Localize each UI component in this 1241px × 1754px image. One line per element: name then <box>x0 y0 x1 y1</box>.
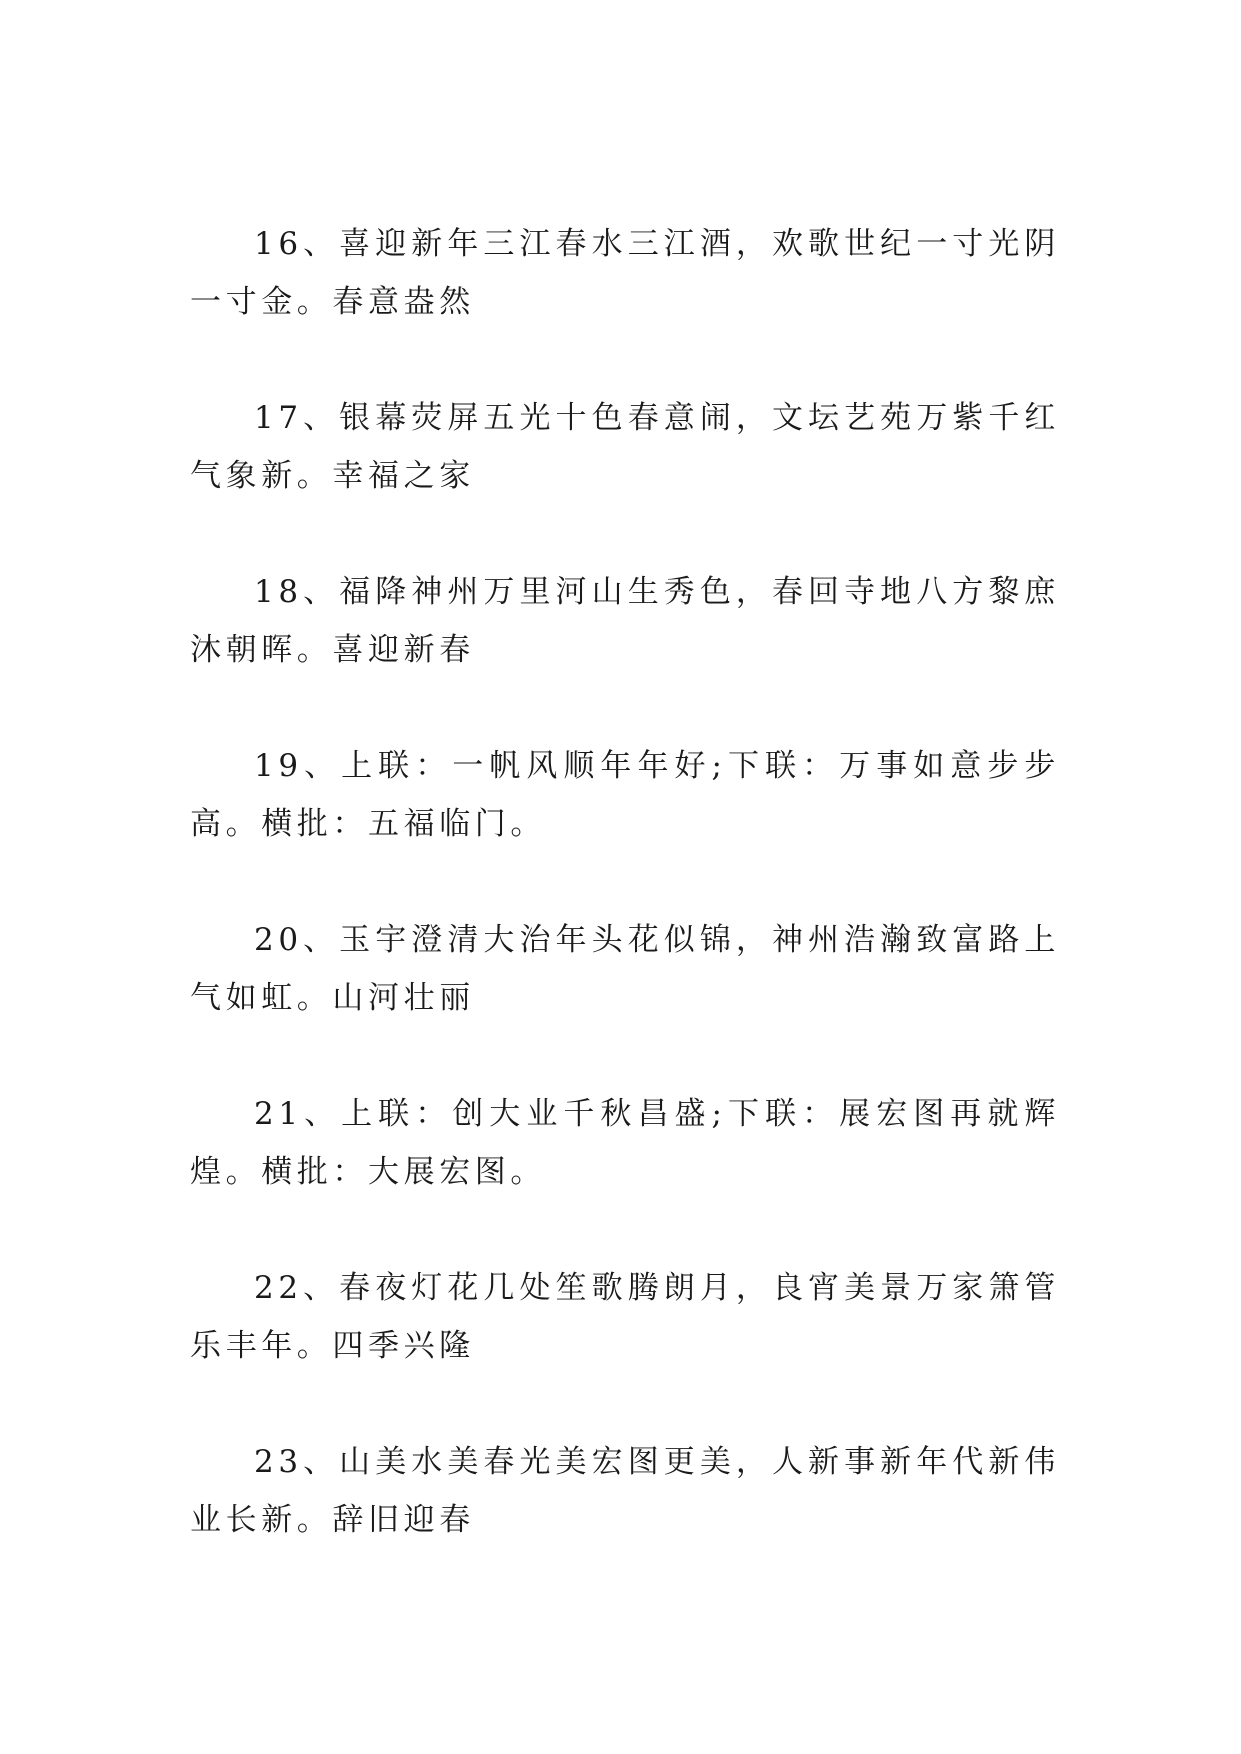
couplet-paragraph-21: 21、上联：创大业千秋昌盛;下联：展宏图再就辉煌。横批：大展宏图。 <box>190 1096 1060 1190</box>
couplet-paragraph-20: 20、玉宇澄清大治年头花似锦，神州浩瀚致富路上气如虹。山河壮丽 <box>190 922 1060 1016</box>
couplet-paragraph-16: 16、喜迎新年三江春水三江酒，欢歌世纪一寸光阴一寸金。春意盎然 <box>190 226 1060 320</box>
couplet-paragraph-19: 19、上联：一帆风顺年年好;下联：万事如意步步高。横批：五福临门。 <box>190 748 1060 842</box>
couplet-paragraph-17: 17、银幕荧屏五光十色春意闹，文坛艺苑万紫千红气象新。幸福之家 <box>190 400 1060 494</box>
couplet-paragraph-18: 18、福降神州万里河山生秀色，春回寺地八方黎庶沐朝晖。喜迎新春 <box>190 574 1060 668</box>
couplet-paragraph-22: 22、春夜灯花几处笙歌腾朗月，良宵美景万家箫管乐丰年。四季兴隆 <box>190 1270 1060 1364</box>
couplet-paragraph-23: 23、山美水美春光美宏图更美，人新事新年代新伟业长新。辞旧迎春 <box>190 1444 1060 1538</box>
